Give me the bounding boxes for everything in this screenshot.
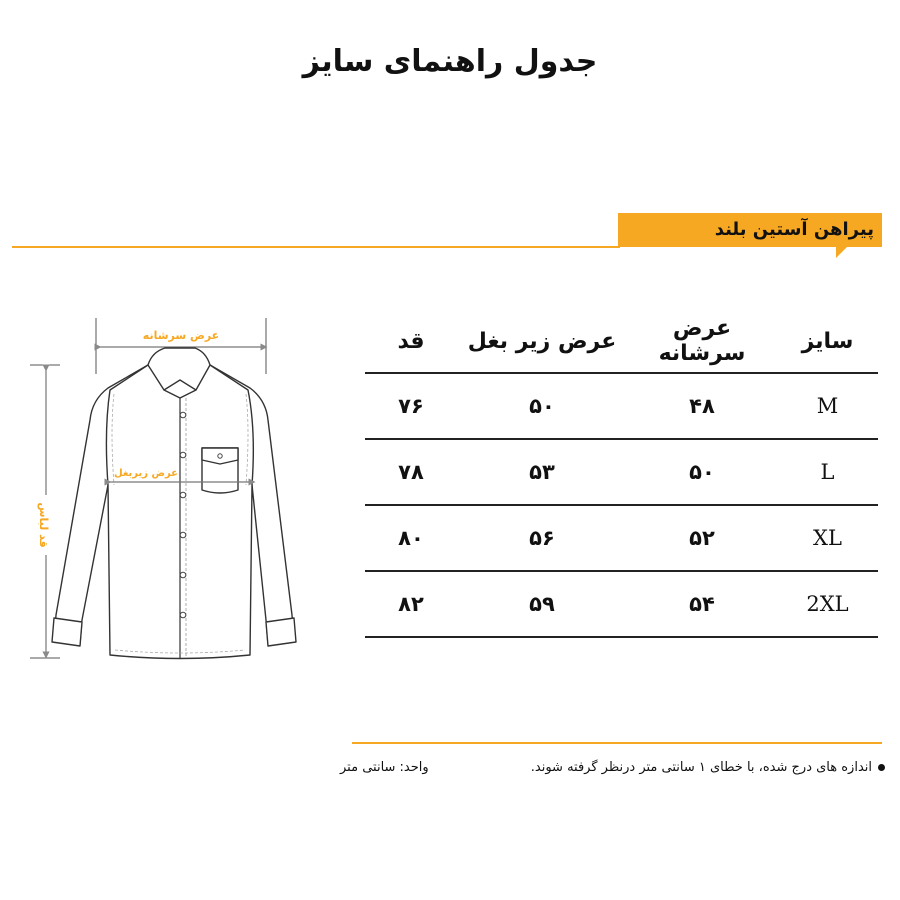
table-row — [365, 571, 878, 637]
cell-shoulder: ۵۲ — [627, 505, 777, 571]
shirt-diagram-icon — [20, 310, 310, 670]
cell-underarm: ۵۰ — [457, 373, 627, 439]
cell-length: ۷۶ — [365, 373, 457, 439]
cell-length: ۸۲ — [365, 571, 457, 637]
cell-size: L — [777, 439, 878, 505]
unit-note: واحد: سانتی متر — [340, 760, 429, 775]
footer-note — [340, 760, 885, 775]
cell-length: ۸۰ — [365, 505, 457, 571]
header-size: سایز — [777, 310, 878, 373]
cell-size: XL — [777, 505, 878, 571]
tolerance-note: اندازه های درج شده، با خطای ۱ سانتی متر درنظر گرفته شوند. — [530, 760, 872, 775]
cell-length: ۷۸ — [365, 439, 457, 505]
shoulder-width-label: عرض سرشانه — [142, 329, 220, 342]
header-length: قد — [365, 310, 457, 373]
length-label: قد لباس — [37, 502, 50, 548]
header-shoulder: عرض سرشانه — [627, 310, 777, 373]
section-tab-notch — [836, 247, 847, 258]
size-table — [365, 310, 878, 638]
table-header-row — [365, 310, 878, 373]
cell-underarm: ۵۶ — [457, 505, 627, 571]
cell-size: 2XL — [777, 571, 878, 637]
cell-shoulder: ۵۰ — [627, 439, 777, 505]
cell-size: M — [777, 373, 878, 439]
cell-underarm: ۵۳ — [457, 439, 627, 505]
table-row — [365, 373, 878, 439]
footer-divider — [352, 742, 882, 744]
table-row — [365, 505, 878, 571]
table-row — [365, 439, 878, 505]
page-title: جدول راهنمای سایز — [302, 44, 598, 79]
cell-underarm: ۵۹ — [457, 571, 627, 637]
header-underarm: عرض زیر بغل — [457, 310, 627, 373]
cell-shoulder: ۵۴ — [627, 571, 777, 637]
section-label: پیراهن آستین بلند — [618, 213, 882, 247]
section-divider — [12, 246, 620, 248]
underarm-width-label: عرض زیربغل — [113, 468, 179, 479]
cell-shoulder: ۴۸ — [627, 373, 777, 439]
bullet-icon — [878, 764, 885, 771]
